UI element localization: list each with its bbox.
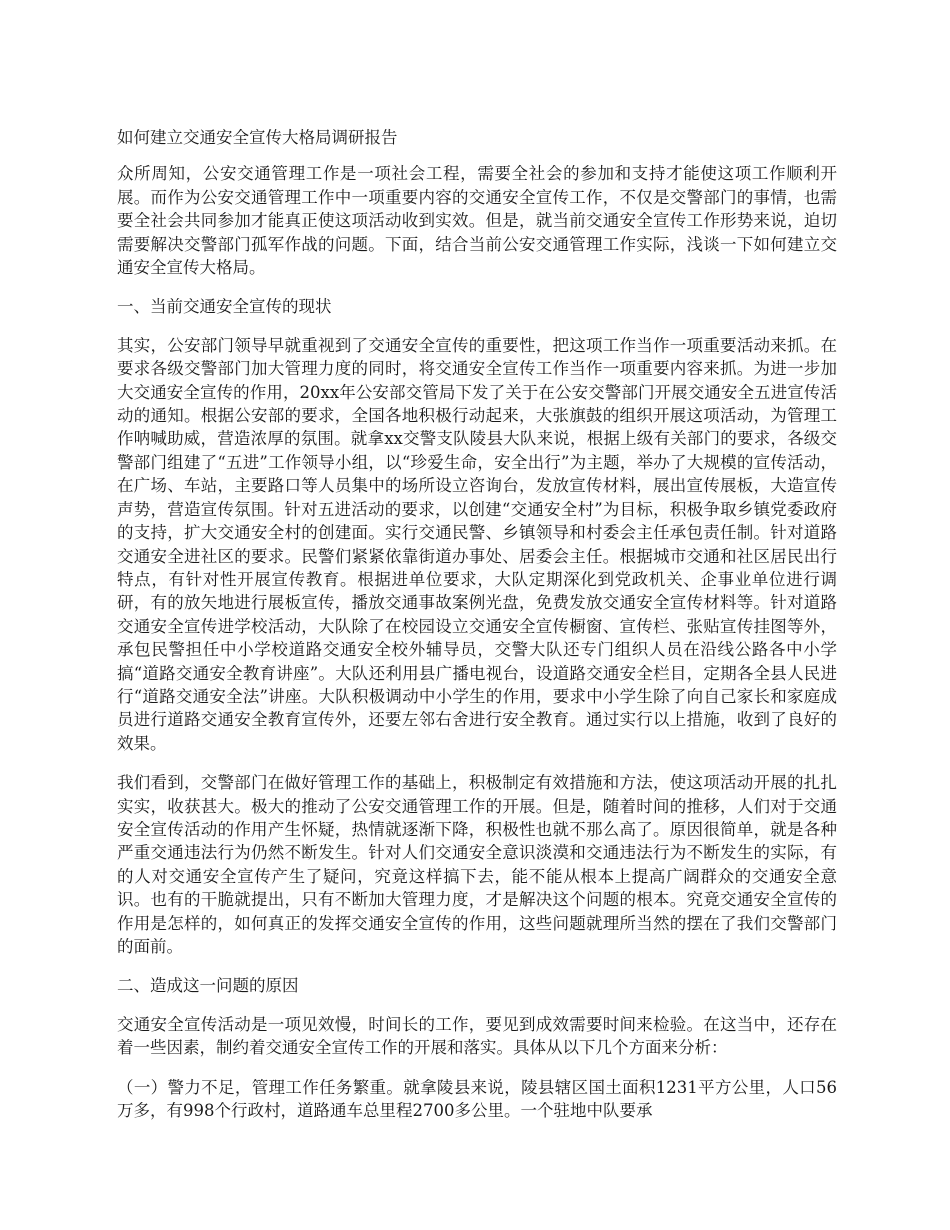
paragraph-causes-intro: 交通安全宣传活动是一项见效慢，时间长的工作，要见到成效需要时间来检验。在这当中，还存在着一些因素，制约着交通安全宣传工作的开展和落实。具体从以下几个方面来分析： bbox=[117, 1014, 837, 1058]
document-title: 如何建立交通安全宣传大格局调研报告 bbox=[117, 128, 398, 147]
section-heading-current-status: 一、当前交通安全宣传的现状 bbox=[117, 297, 332, 317]
paragraph-cause-1: （一）警力不足，管理工作任务繁重。就拿陵县来说，陵县辖区国土面积1231平方公里，人口56万多，有998个行政村，道路通车总里程2700多公里。一个驻地中队要承 bbox=[117, 1077, 837, 1121]
section-heading-causes: 二、造成这一问题的原因 bbox=[117, 976, 299, 996]
paragraph-observation: 我们看到，交警部门在做好管理工作的基础上，积极制定有效措施和方法，使这项活动开展的扎扎实实，收获甚大。极大的推动了公安交通管理工作的开展。但是，随着时间的推移，人们对于交通安全宣传活动的作用产生怀疑，热情就逐渐下降，积极性也就不那么高了。原因很简单，就是各种严重交通违法行为仍然不断发生。针对人们交通安全意识淡漠和交通违法行为不断发生的实际，有的人对交通安全宣传产生了疑问，究竟这样搞下去，能不能从根本上提高广阔群众的交通安全意识。也有的干脆就提出，只有不断加大管理力度，才是解决这个问题的根本。究竟交通安全宣传的作用是怎样的，如何真正的发挥交通安全宣传的作用，这些问题就理所当然的摆在了我们交警部门的面前。 bbox=[117, 773, 837, 956]
intro-paragraph: 众所周知，公安交通管理工作是一项社会工程，需要全社会的参加和支持才能使这项工作顺利开展。而作为公安交通管理工作中一项重要内容的交通安全宣传工作，不仅是交警部门的事情，也需要全社会共同参加才能真正使这项活动收到实效。但是，就当前交通安全宣传工作形势来说，迫切需要解决交警部门孤军作战的问题。下面，结合当前公安交通管理工作实际，浅谈一下如何建立交通安全宣传大格局。 bbox=[117, 164, 837, 278]
paragraph-current-status: 其实，公安部门领导早就重视到了交通安全宣传的重要性，把这项工作当作一项重要活动来抓。在要求各级交警部门加大管理力度的同时，将交通安全宣传工作当作一项重要内容来抓。为进一步加大交通安全宣传的作用，20xx年公安部交管局下发了关于在公安交警部门开展交通安全五进宣传活动的通知。根据公安部的要求，全国各地积极行动起来，大张旗鼓的组织开展这项活动，为管理工作呐喊助威，营造浓厚的氛围。就拿xx交警支队陵县大队来说，根据上级有关部门的要求，各级交警部门组建了“五进”工作领导小组，以“珍爱生命，安全出行”为主题，举办了大规模的宣传活动，在广场、车站，主要路口等人员集中的场所设立咨询台，发放宣传材料，展出宣传展板，大造宣传声势，营造宣传氛围。针对五进活动的要求，以创建“交通安全村”为目标，积极争取乡镇党委政府的支持，扩大交通安全村的创建面。实行交通民警、乡镇领导和村委会主任承包责任制。针对道路交通安全进社区的要求。民警们紧紧依靠街道办事处、居委会主任。根据城市交通和社区居民出行特点，有针对性开展宣传教育。根据进单位要求，大队定期深化到党政机关、企事业单位进行调研，有的放矢地进行展板宣传，播放交通事故案例光盘，免费发放交通安全宣传材料等。针对道路交通安全宣传进学校活动，大队除了在校园设立交通安全宣传橱窗、宣传栏、张贴宣传挂图等外，承包民警担任中小学校道路交通安全校外辅导员，交警大队还专门组织人员在沿线公路各中小学搞“道路交通安全教育讲座”。大队还利用县广播电视台，设道路交通安全栏目，定期各全县人民进行“道路交通安全法”讲座。大队积极调动中小学生的作用，要求中小学生除了向自己家长和家庭成员进行道路交通安全教育宣传外，还要左邻右舍进行安全教育。通过实行以上措施，收到了良好的效果。 bbox=[117, 335, 837, 753]
document-page bbox=[117, 126, 837, 1138]
